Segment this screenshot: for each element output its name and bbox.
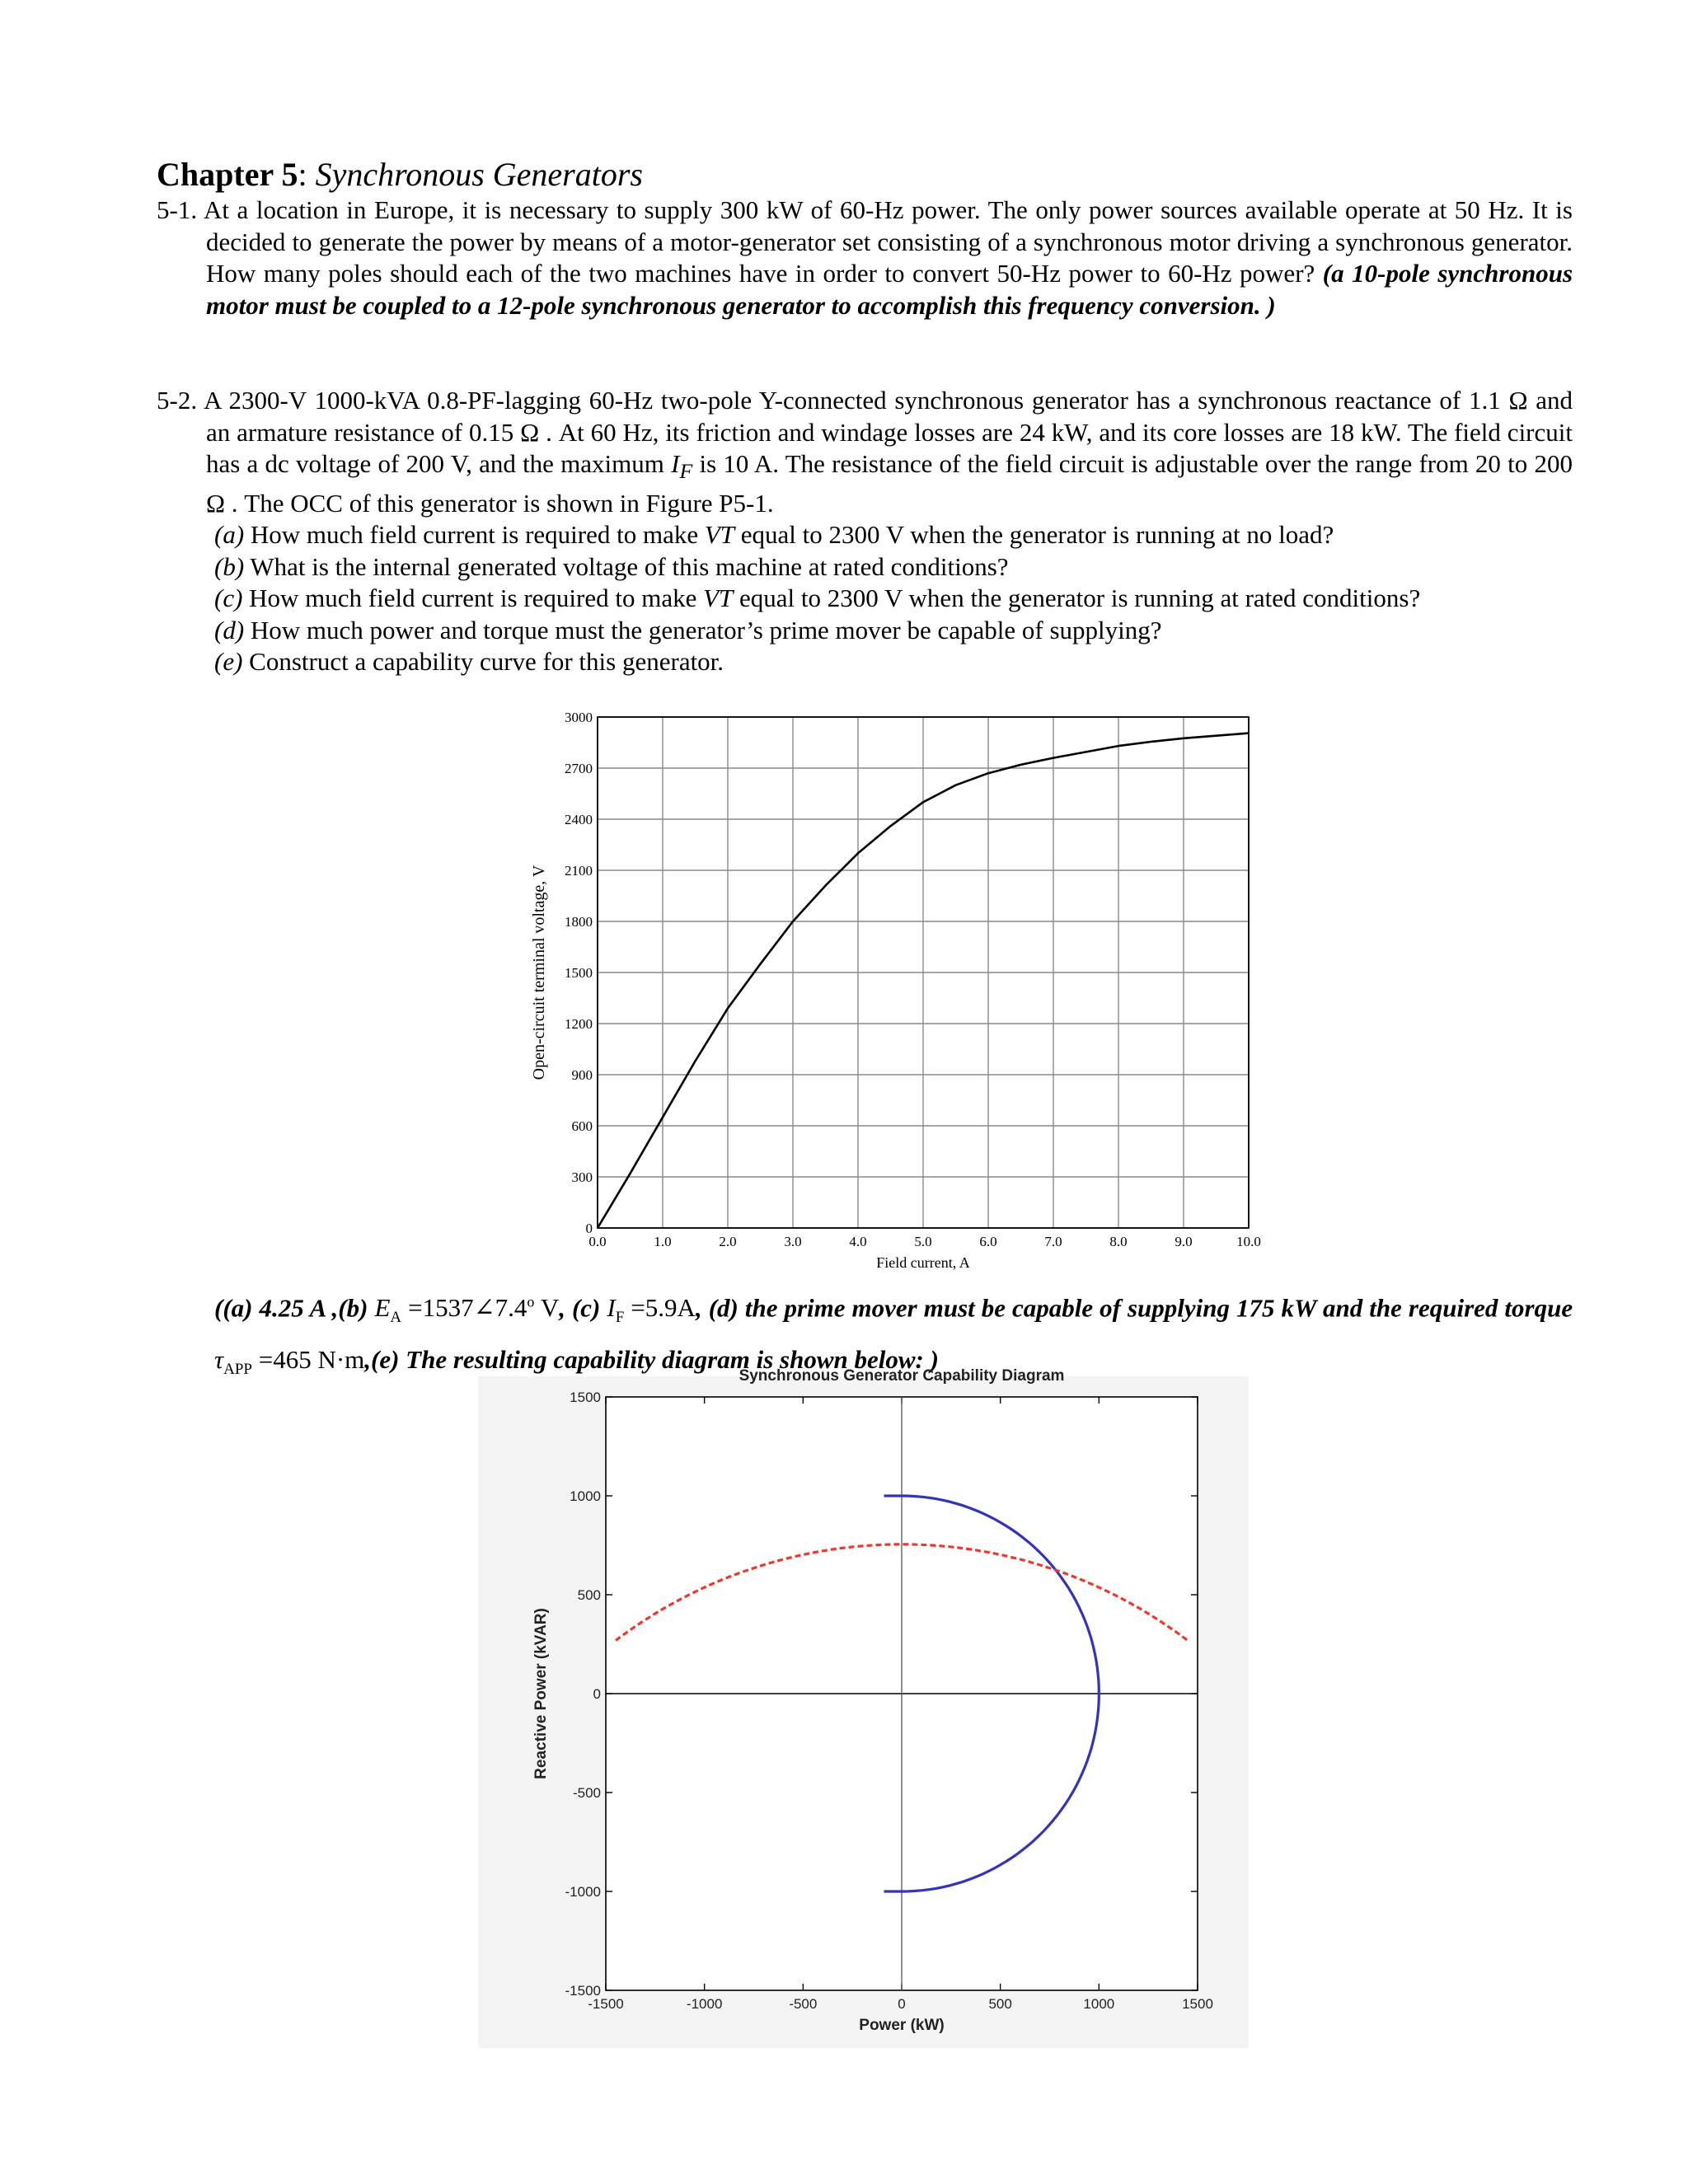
x-tick-label: 3.0: [784, 1234, 802, 1249]
x-tick-label: 4.0: [849, 1234, 867, 1249]
y-axis-label: Reactive Power (kVAR): [532, 1608, 550, 1779]
part-e: (e) Construct a capability curve for this generator.: [214, 647, 724, 677]
part-a: (a) How much field current is required to make VT equal to 2300 V when the generator is running at no load?: [214, 520, 1334, 550]
field-current-symbol: $I_F$: [671, 449, 693, 484]
y-tick-label: 0: [585, 1221, 593, 1236]
y-tick-label: 1800: [565, 914, 593, 930]
y-tick-label: 900: [571, 1067, 593, 1083]
problem-5-2: [157, 385, 1573, 678]
y-tick-label: -1500: [565, 1983, 601, 1999]
y-tick-label: 1200: [565, 1016, 593, 1032]
y-tick-label: 1500: [565, 965, 593, 981]
chapter-separator: :: [298, 156, 316, 193]
y-tick-label: 500: [577, 1587, 601, 1603]
part-c: (c) How much field current is required to make VT equal to 2300 V when the generator is running at rated conditions?: [214, 583, 1421, 613]
y-tick-label: 1500: [570, 1390, 601, 1405]
y-tick-label: 300: [571, 1169, 593, 1185]
chart-title: Synchronous Generator Capability Diagram: [738, 1367, 1065, 1385]
x-tick-label: -1000: [686, 1996, 723, 2012]
chapter-heading: [157, 155, 643, 194]
problem-text: At a location in Europe, it is necessary to supply 300 kW of 60-Hz power. The only power sources available operate at 50 Hz. It is decided to generate the power by means of a motor-generator set consisting of a synchronous motor driving a synchronous generator. How many poles should each of the two machines have in order to convert 50-Hz power to 60-Hz power?: [203, 195, 1573, 288]
y-tick-label: -500: [572, 1785, 601, 1801]
x-tick-label: 0.0: [588, 1234, 607, 1249]
y-tick-label: 2400: [565, 812, 593, 827]
x-tick-label: 1500: [1182, 1996, 1213, 2012]
part-d: (d) How much power and torque must the generator’s prime mover be capable of supplying?: [214, 615, 1162, 644]
y-tick-label: 600: [571, 1118, 593, 1134]
answers-5-2: ((a) 4.25 A ,(b) $E_A$ $=1537\angle 7.4^o$ V, (c) $I_F =5.9A$, (d) the prime mover must be capable of supplying 175 kW and the required torque $\tau_{APP} =465$ N·m,(e) The resulting capability diagram is shown below: ): [214, 1293, 1573, 1378]
x-axis-label: Field current, A: [876, 1254, 970, 1271]
y-tick-label: 1000: [570, 1488, 601, 1504]
y-tick-label: 2700: [565, 761, 593, 776]
x-tick-label: 8.0: [1109, 1234, 1128, 1249]
problem-number: 5-1.: [157, 195, 198, 224]
x-tick-label: 500: [988, 1996, 1012, 2012]
x-tick-label: 0: [898, 1996, 906, 2012]
problem-5-1: [157, 194, 1573, 321]
chapter-label: Chapter 5: [157, 156, 298, 193]
x-tick-label: 2.0: [719, 1234, 737, 1249]
x-axis-label: Power (kW): [859, 2017, 945, 2034]
problem-number: 5-2.: [157, 386, 198, 415]
x-tick-label: -500: [789, 1996, 818, 2012]
capability-chart: [478, 1360, 1249, 2048]
x-tick-label: 5.0: [914, 1234, 932, 1249]
y-tick-label: 3000: [565, 710, 593, 725]
problem-text-continued: is 10 A. The resistance of the field circuit is adjustable over the range from 20 to 200 Ω . The OCC of this generator is shown in Figure P5-1.: [206, 449, 1573, 518]
x-tick-label: 1.0: [654, 1234, 672, 1249]
problem-answer: (a 10-pole synchronous motor must be coupled to a 12-pole synchronous generator to accomplish this frequency conversion. ): [206, 259, 1573, 320]
x-tick-label: 10.0: [1236, 1234, 1261, 1249]
occ-chart: [511, 705, 1261, 1282]
x-tick-label: 6.0: [979, 1234, 997, 1249]
y-tick-label: 2100: [565, 863, 593, 879]
x-tick-label: 7.0: [1044, 1234, 1062, 1249]
problem-text: A 2300-V 1000-kVA 0.8-PF-lagging 60-Hz two-pole Y-connected synchronous generator has a synchronous reactance of 1.1 Ω and an armature resistance of 0.15 Ω . At 60 Hz, its friction and windage losses are 24 kW, and its core losses are 18 kW. The field circuit has a dc voltage of 200 V, and the maximum: [204, 386, 1573, 478]
y-axis-label: Open-circuit terminal voltage, V: [530, 865, 548, 1080]
y-tick-label: 0: [593, 1686, 601, 1702]
x-tick-label: 1000: [1083, 1996, 1115, 2012]
part-b: (b) What is the internal generated voltage of this machine at rated conditions?: [214, 551, 1009, 581]
x-tick-label: 9.0: [1175, 1234, 1193, 1249]
x-tick-label: -1500: [588, 1996, 624, 2012]
y-tick-label: -1000: [565, 1884, 601, 1900]
chapter-title: Synchronous Generators: [315, 156, 643, 193]
